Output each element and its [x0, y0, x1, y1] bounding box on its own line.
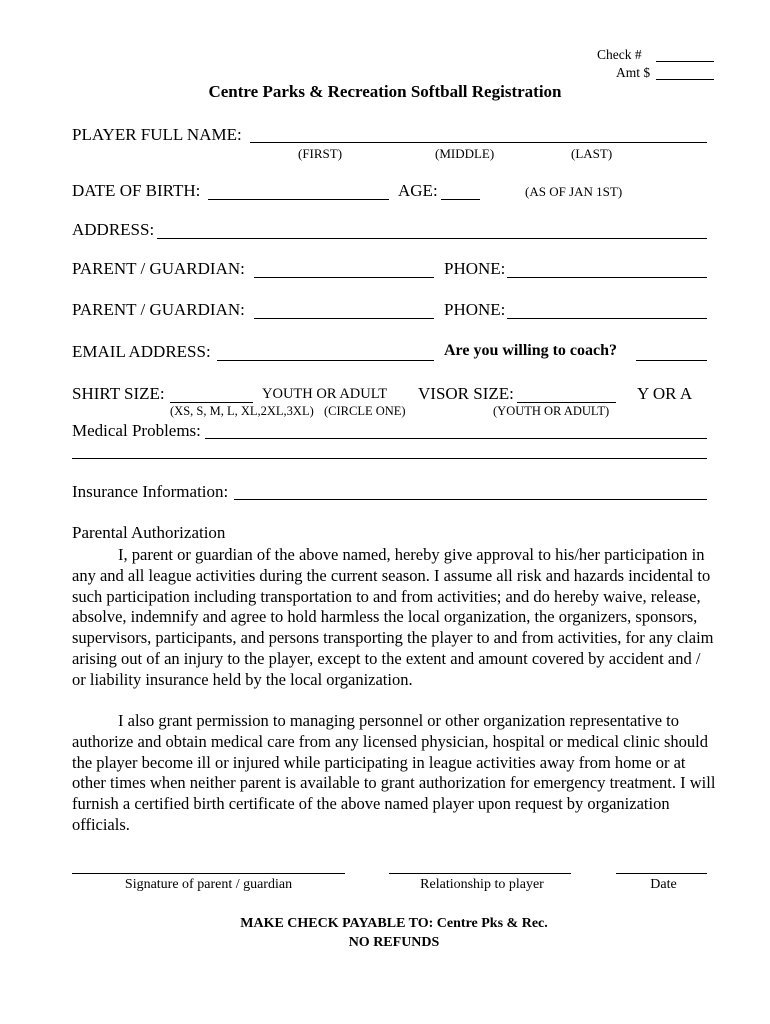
coach-answer-field[interactable]	[636, 360, 707, 361]
insurance-label: Insurance Information:	[72, 482, 229, 501]
shirt-size-label: SHIRT SIZE:	[72, 384, 165, 403]
check-number-field[interactable]	[656, 61, 714, 62]
relationship-caption: Relationship to player	[420, 877, 544, 892]
medical-problems-label: Medical Problems:	[72, 421, 201, 440]
amount-label: Amt $	[616, 65, 651, 80]
form-title: Centre Parks & Recreation Softball Registration	[208, 82, 562, 101]
parent-guardian-1-label: PARENT / GUARDIAN:	[72, 259, 245, 278]
signature-field[interactable]	[72, 873, 345, 874]
middle-name-caption: (MIDDLE)	[435, 146, 495, 161]
medical-problems-field-line-2[interactable]	[72, 458, 707, 459]
parent-guardian-1-field[interactable]	[254, 277, 434, 278]
payable-note: MAKE CHECK PAYABLE TO: Centre Pks & Rec.	[240, 916, 548, 931]
email-label: EMAIL ADDRESS:	[72, 342, 211, 361]
relationship-field[interactable]	[389, 873, 571, 874]
last-name-caption: (LAST)	[571, 146, 613, 161]
player-name-label: PLAYER FULL NAME:	[72, 125, 242, 144]
player-name-field[interactable]	[250, 142, 707, 143]
first-name-caption: (FIRST)	[298, 146, 343, 161]
authorization-heading: Parental Authorization	[72, 523, 226, 542]
coach-question: Are you willing to coach?	[444, 342, 618, 359]
email-field[interactable]	[217, 360, 434, 361]
signature-caption: Signature of parent / guardian	[124, 877, 293, 892]
age-field[interactable]	[441, 199, 480, 200]
dob-label: DATE OF BIRTH:	[72, 181, 201, 200]
phone-1-field[interactable]	[507, 277, 707, 278]
phone-2-label: PHONE:	[444, 300, 506, 319]
visor-size-field[interactable]	[517, 402, 616, 403]
date-field[interactable]	[616, 873, 707, 874]
check-number-label: Check #	[597, 47, 642, 62]
authorization-paragraph-1: I, parent or guardian of the above named, hereby give approval to his/her participation in any and all league activities during the current season. I assume all risk and hazards incidental to such participation including transportation to and from activities; and do hereby waive, release, absolve, indemnify and agree to hold harmless the local organization, the organizers, sponsors, supervisors, participants, and persons transporting the player to and from activities, for any claim arising out of an injury to the player, except to the extent and amount covered by accident and / or liability insurance held by the local organization.	[72, 545, 714, 689]
visor-size-label: VISOR SIZE:	[418, 384, 514, 403]
age-note: (AS OF JAN 1ST)	[525, 184, 623, 199]
shirt-sizes-note: (XS, S, M, L, XL,2XL,3XL)	[170, 404, 314, 418]
date-caption: Date	[650, 877, 677, 892]
age-label: AGE:	[398, 181, 438, 200]
shirt-youth-adult-option[interactable]: YOUTH OR ADULT	[262, 386, 388, 402]
address-field[interactable]	[157, 238, 707, 239]
shirt-size-field[interactable]	[170, 402, 253, 403]
authorization-paragraph-2: I also grant permission to managing personnel or other organization representative to authorize and obtain medical care from any licensed physician, hospital or medical clinic should the player become ill or injured while participating in league activities away from home or at other times when neither parent is available to grant authorization for emergency treatment. I will furnish a certified birth certificate of the above named player upon request by organization officials.	[72, 711, 716, 834]
no-refunds-note: NO REFUNDS	[348, 935, 440, 950]
insurance-field[interactable]	[234, 499, 707, 500]
phone-1-label: PHONE:	[444, 259, 506, 278]
amount-field[interactable]	[656, 79, 714, 80]
dob-field[interactable]	[208, 199, 389, 200]
parent-guardian-2-label: PARENT / GUARDIAN:	[72, 300, 245, 319]
circle-one-note: (CIRCLE ONE)	[324, 404, 406, 418]
visor-note: (YOUTH OR ADULT)	[493, 404, 610, 418]
medical-problems-field[interactable]	[205, 438, 707, 439]
visor-y-or-a-option[interactable]: Y OR A	[637, 384, 693, 403]
parent-guardian-2-field[interactable]	[254, 318, 434, 319]
phone-2-field[interactable]	[507, 318, 707, 319]
address-label: ADDRESS:	[72, 220, 155, 239]
